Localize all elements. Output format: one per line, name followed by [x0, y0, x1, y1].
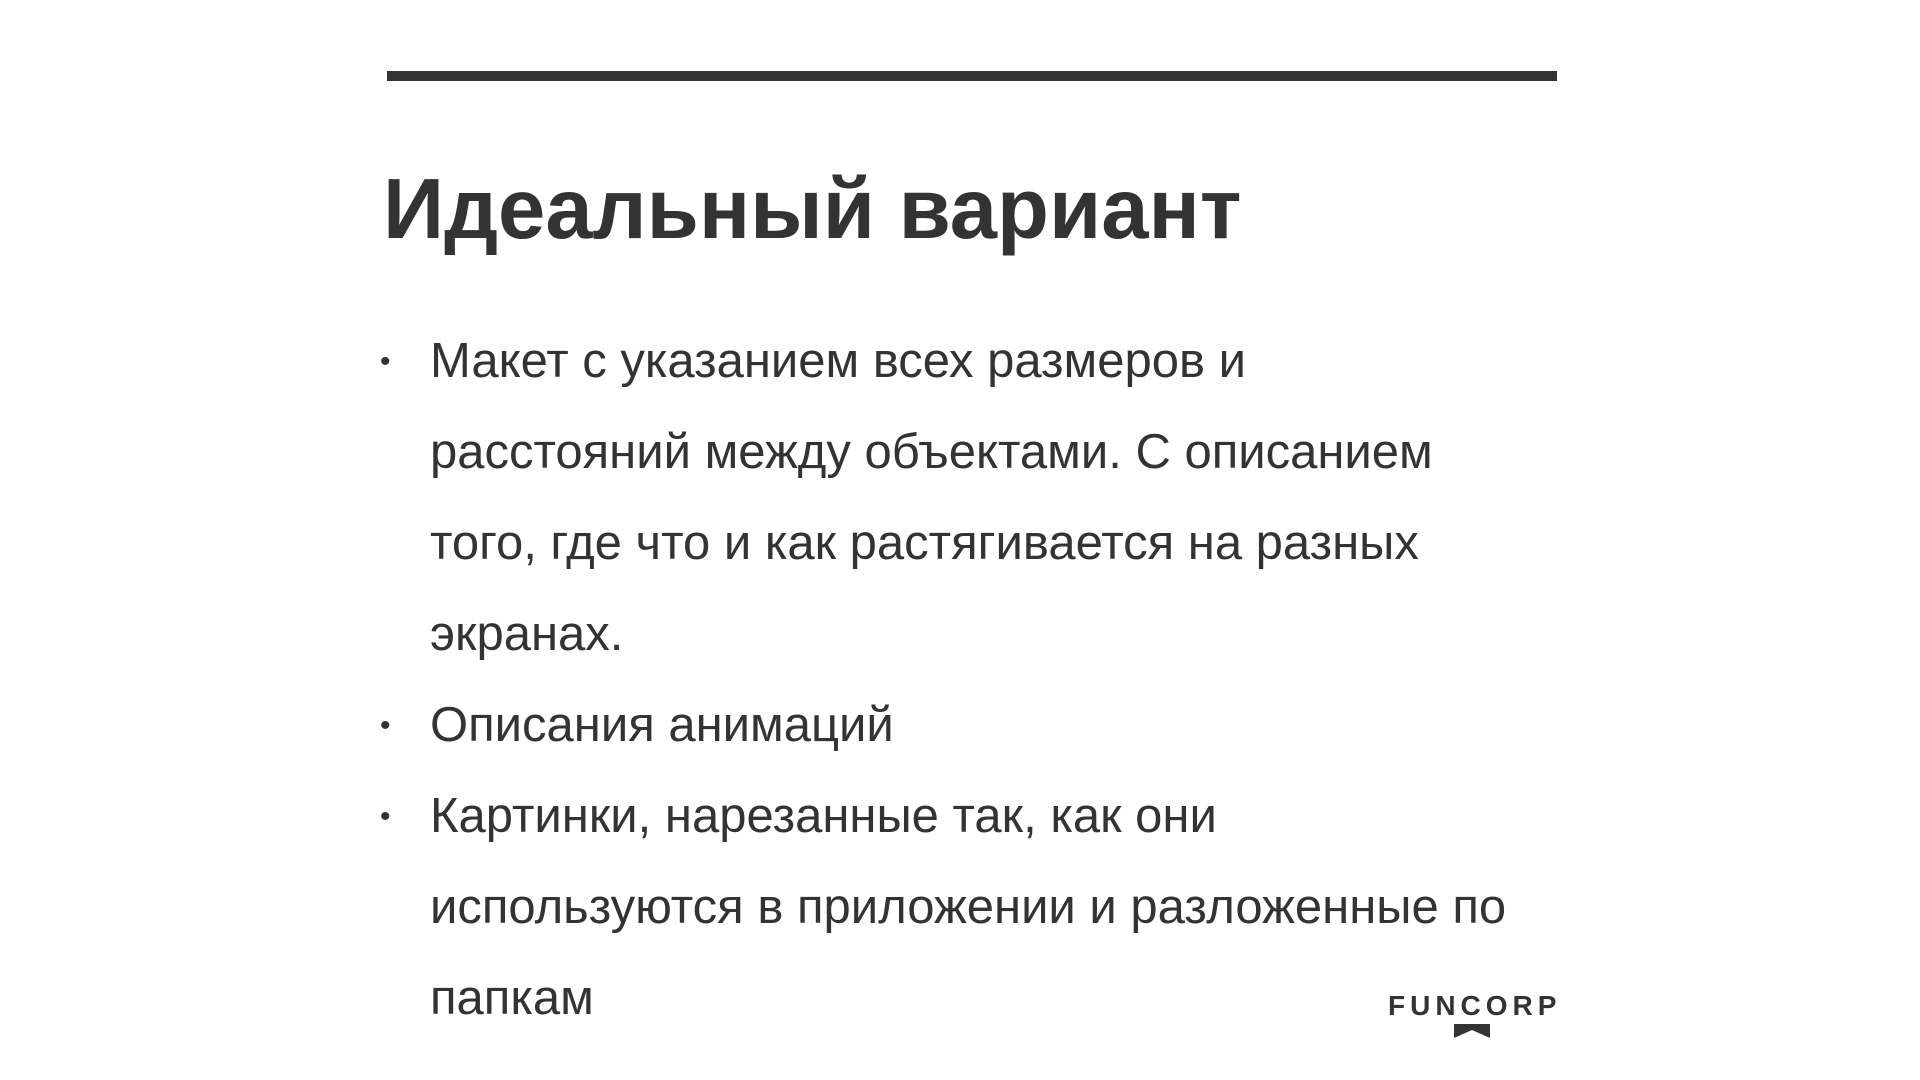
- bullet-line: Макет с указанием всех размеров и: [430, 334, 1246, 388]
- funcorp-logo: [1388, 990, 1562, 1050]
- crown-mark-icon: [1454, 1024, 1490, 1038]
- top-divider: [387, 71, 1557, 81]
- slide-title: Идеальный вариант: [383, 162, 1242, 257]
- bullet-dot-icon: •: [380, 709, 391, 742]
- bullet-item: [378, 316, 1578, 680]
- bullet-line: расстояний между объектами. С описанием: [430, 425, 1433, 479]
- bullet-line: Описания анимаций: [430, 698, 894, 752]
- bullet-line: экранах.: [430, 607, 624, 661]
- bullet-line: того, где что и как растягивается на разных: [430, 516, 1419, 570]
- bullet-item: [378, 680, 1578, 771]
- bullet-line: используются в приложении и разложенные по: [430, 880, 1507, 934]
- bullet-line: папкам: [430, 971, 594, 1025]
- bullet-line: Картинки, нарезанные так, как они: [430, 789, 1217, 843]
- bullet-dot-icon: •: [380, 345, 391, 378]
- logo-wordmark: FUNCORP: [1388, 990, 1562, 1021]
- bullet-dot-icon: •: [380, 800, 391, 833]
- bullet-list: [378, 316, 1578, 1044]
